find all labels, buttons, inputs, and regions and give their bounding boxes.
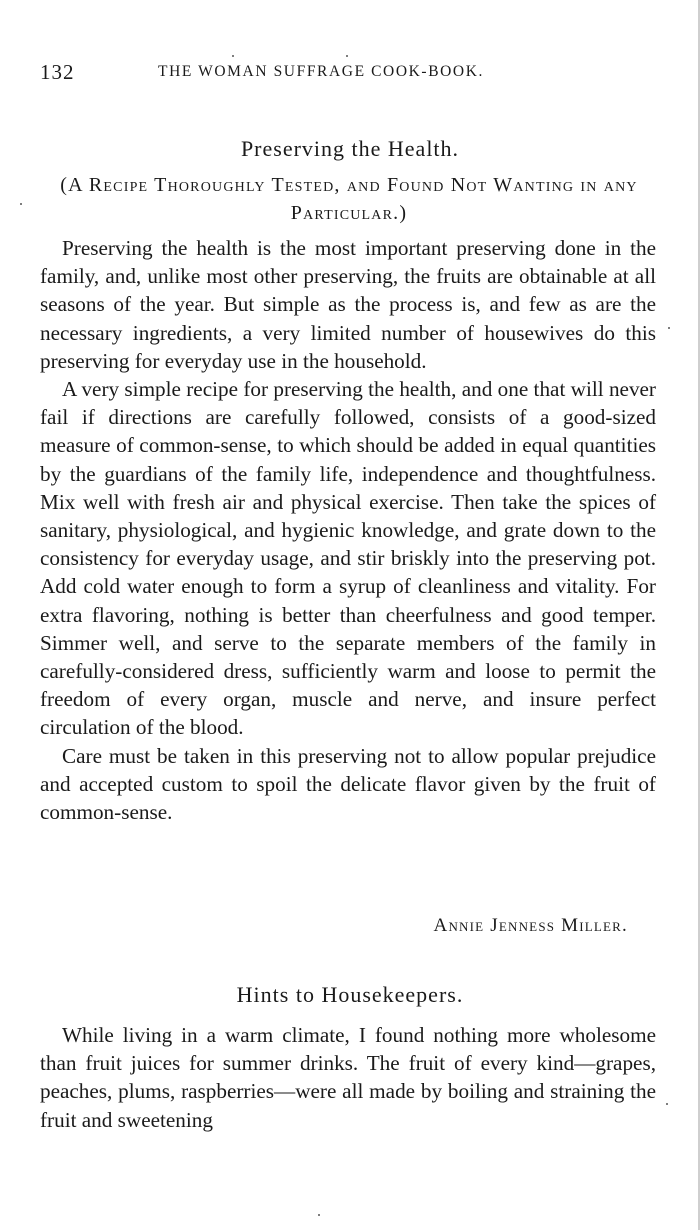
print-speck (232, 55, 234, 57)
article-title-hints: Hints to Housekeepers. (236, 982, 464, 1007)
paragraph-3: Care must be taken in this preserving not to allow popular prejudice and accepted custom to spoil the delicate flavor given by the fruit of common-sense. (40, 743, 656, 825)
article-body-preserving-health (40, 234, 656, 826)
page-number: 132 (40, 60, 75, 84)
running-head (40, 60, 656, 86)
print-speck (20, 203, 22, 205)
author-signature: Annie Jenness Miller. (433, 915, 628, 936)
paragraph-1: Preserving the health is the most important preserving done in the family, and, unlike most other preserving, the fruits are obtainable at all seasons of the year. But simple as the process is, and few as are the necessary ingredients, a very limited number of housewives do this preserving for everyday use in the household. (40, 236, 656, 373)
paragraph-hints-1: While living in a warm climate, I found nothing more wholesome than fruit juices for summer drinks. The fruit of every kind—grapes, peaches, plums, raspberries—were all made by boiling and straining the fruit and sweetening (40, 1023, 656, 1132)
paragraph-2: A very simple recipe for preserving the health, and one that will never fail if directions are carefully followed, consists of a good-sized measure of common-sense, to which should be added in equal quantities by the guardians of the family life, independence and thoughtfulness. Mix well with fresh air and physical exercise. Then take the spices of sanitary, physiological, and hygienic knowledge, and grate down to the consistency for everyday usage, and stir briskly into the preserving pot. Add cold water enough to form a syrup of cleanliness and vitality. For extra flavoring, nothing is better than cheerfulness and good temper. Simmer well, and serve to the separate members of the family in carefully-considered dress, sufficiently warm and loose to permit the freedom of every organ, muscle and nerve, and insure perfect circulation of the blood. (40, 377, 656, 740)
print-speck (318, 1214, 320, 1216)
print-speck (346, 55, 348, 57)
book-title: THE WOMAN SUFFRAGE COOK-BOOK. (158, 63, 484, 80)
article-subtitle: (A Recipe Thoroughly Tested, and Found Not Wanting in any Particular.) (60, 174, 638, 224)
article-title-preserving-health: Preserving the Health. (240, 136, 460, 161)
article-body-hints (40, 1021, 656, 1134)
print-speck (668, 327, 670, 329)
print-speck (666, 1103, 668, 1105)
